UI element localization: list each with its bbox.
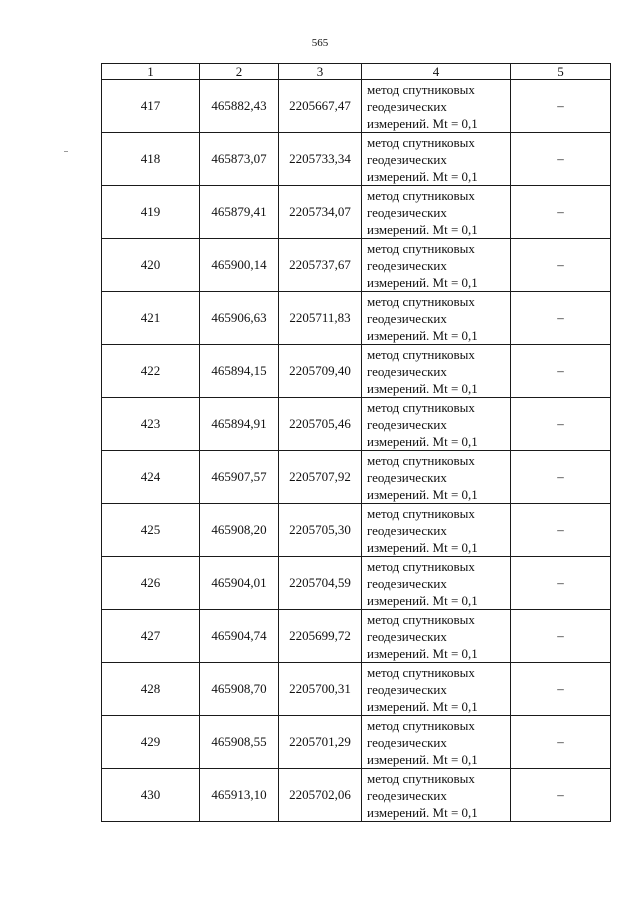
method-description: метод спутниковых геодезических измерений. Mt = 0,1	[362, 398, 511, 451]
x-coordinate: 465906,63	[200, 292, 279, 345]
note-cell: –	[511, 610, 611, 663]
note-cell: –	[511, 239, 611, 292]
method-description: метод спутниковых геодезических измерений. Mt = 0,1	[362, 239, 511, 292]
note-cell: –	[511, 451, 611, 504]
table-row	[102, 557, 611, 610]
note-cell: –	[511, 133, 611, 186]
method-description: метод спутниковых геодезических измерений. Mt = 0,1	[362, 663, 511, 716]
note-cell: –	[511, 504, 611, 557]
point-number: 422	[102, 345, 200, 398]
x-coordinate: 465904,74	[200, 610, 279, 663]
y-coordinate: 2205707,92	[279, 451, 362, 504]
point-number: 428	[102, 663, 200, 716]
x-coordinate: 465882,43	[200, 80, 279, 133]
point-number: 423	[102, 398, 200, 451]
x-coordinate: 465900,14	[200, 239, 279, 292]
table-row	[102, 239, 611, 292]
point-number: 418	[102, 133, 200, 186]
table-row	[102, 716, 611, 769]
header-col-1: 1	[102, 64, 200, 80]
x-coordinate: 465908,20	[200, 504, 279, 557]
table-row	[102, 345, 611, 398]
method-description: метод спутниковых геодезических измерений. Mt = 0,1	[362, 345, 511, 398]
point-number: 421	[102, 292, 200, 345]
x-coordinate: 465894,15	[200, 345, 279, 398]
y-coordinate: 2205709,40	[279, 345, 362, 398]
header-row	[102, 64, 611, 80]
y-coordinate: 2205734,07	[279, 186, 362, 239]
x-coordinate: 465873,07	[200, 133, 279, 186]
y-coordinate: 2205711,83	[279, 292, 362, 345]
method-description: метод спутниковых геодезических измерений. Mt = 0,1	[362, 80, 511, 133]
x-coordinate: 465913,10	[200, 769, 279, 822]
note-cell: –	[511, 663, 611, 716]
table-row	[102, 80, 611, 133]
x-coordinate: 465904,01	[200, 557, 279, 610]
point-number: 424	[102, 451, 200, 504]
table-row	[102, 769, 611, 822]
x-coordinate: 465894,91	[200, 398, 279, 451]
header-col-2: 2	[200, 64, 279, 80]
table-row	[102, 398, 611, 451]
method-description: метод спутниковых геодезических измерений. Mt = 0,1	[362, 451, 511, 504]
note-cell: –	[511, 292, 611, 345]
table-row	[102, 610, 611, 663]
y-coordinate: 2205737,67	[279, 239, 362, 292]
point-number: 417	[102, 80, 200, 133]
header-col-3: 3	[279, 64, 362, 80]
table-row	[102, 504, 611, 557]
x-coordinate: 465908,55	[200, 716, 279, 769]
point-number: 427	[102, 610, 200, 663]
coordinates-table	[101, 63, 611, 822]
point-number: 429	[102, 716, 200, 769]
point-number: 425	[102, 504, 200, 557]
note-cell: –	[511, 557, 611, 610]
y-coordinate: 2205704,59	[279, 557, 362, 610]
point-number: 430	[102, 769, 200, 822]
method-description: метод спутниковых геодезических измерений. Mt = 0,1	[362, 557, 511, 610]
x-coordinate: 465907,57	[200, 451, 279, 504]
point-number: 426	[102, 557, 200, 610]
method-description: метод спутниковых геодезических измерений. Mt = 0,1	[362, 769, 511, 822]
y-coordinate: 2205700,31	[279, 663, 362, 716]
y-coordinate: 2205733,34	[279, 133, 362, 186]
note-cell: –	[511, 716, 611, 769]
y-coordinate: 2205702,06	[279, 769, 362, 822]
method-description: метод спутниковых геодезических измерений. Mt = 0,1	[362, 504, 511, 557]
table-row	[102, 663, 611, 716]
y-coordinate: 2205699,72	[279, 610, 362, 663]
table-row	[102, 292, 611, 345]
table-row	[102, 133, 611, 186]
note-cell: –	[511, 769, 611, 822]
table-row	[102, 451, 611, 504]
header-col-4: 4	[362, 64, 511, 80]
header-col-5: 5	[511, 64, 611, 80]
y-coordinate: 2205705,30	[279, 504, 362, 557]
note-cell: –	[511, 80, 611, 133]
note-cell: –	[511, 398, 611, 451]
method-description: метод спутниковых геодезических измерений. Mt = 0,1	[362, 186, 511, 239]
method-description: метод спутниковых геодезических измерений. Mt = 0,1	[362, 133, 511, 186]
page-number: 565	[311, 37, 329, 49]
note-cell: –	[511, 186, 611, 239]
note-cell: –	[511, 345, 611, 398]
y-coordinate: 2205667,47	[279, 80, 362, 133]
table-row	[102, 186, 611, 239]
point-number: 419	[102, 186, 200, 239]
method-description: метод спутниковых геодезических измерений. Mt = 0,1	[362, 610, 511, 663]
y-coordinate: 2205701,29	[279, 716, 362, 769]
y-coordinate: 2205705,46	[279, 398, 362, 451]
method-description: метод спутниковых геодезических измерений. Mt = 0,1	[362, 292, 511, 345]
scan-mark	[64, 151, 68, 152]
x-coordinate: 465908,70	[200, 663, 279, 716]
method-description: метод спутниковых геодезических измерений. Mt = 0,1	[362, 716, 511, 769]
point-number: 420	[102, 239, 200, 292]
x-coordinate: 465879,41	[200, 186, 279, 239]
